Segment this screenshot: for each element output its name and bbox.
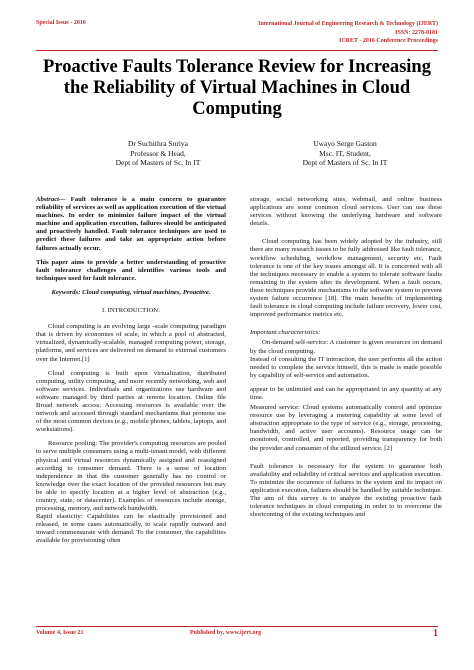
subheading-characteristics: Important characteristics:	[250, 329, 321, 337]
body-paragraph: Cloud computing is built upon virtualization, distributed computing, utility computing, and more recently networking, web and software services. Individuals and organizations use hardware and software managed by third parties at remote location. Online file Broad network access: Accessing resources is available over the network and accessed through standard mechanisms that promote use of the most common devices (e.g., mobile phones, tablets, laptops, and workstations).	[36, 369, 226, 434]
body-paragraph: Instead of consulting the IT interaction, the user performs all the action needed to complete the service himself, this is made is made possible by capability of self-service and automation.	[250, 355, 442, 379]
abstract-continued: This paper aims to provide a better understanding of proactive fault tolerance challenges and identifies various tools and techniques used for fault tolerance.	[36, 258, 226, 282]
section-heading-introduction: I. INTRODUCTION:	[102, 307, 160, 315]
author-1	[78, 139, 238, 168]
abstract-text: Fault tolerance is a main concern to guarantee reliability of services as well as application execution of the virtual machines. In order to minimize failure impact of the virtual machine and application execution, failures should be anticipated and proactively handled. Fault tolerance techniques are used to predict these failures and take an appropriate action before failures actually occur.	[36, 196, 226, 252]
abstract	[36, 196, 226, 253]
header-issue: Special Issue - 2016	[36, 20, 86, 26]
right-column	[250, 196, 442, 525]
body-paragraph: Cloud computing is an evolving large -scale computing paradigm that is driven by economies of scale, in which a pool of abstracted, virtualized, dynamically-scalable, managed computing power, storage, platforms, and services are delivered on demand to external customers over the Internet.[1]	[36, 323, 226, 363]
author-role: Msc. IT, Student,	[319, 148, 371, 158]
body-paragraph: Rapid elasticity: Capabilities can be elastically provisioned and released, in some cases automatically, to scale rapidly outward and inward commensurate with demand. To the consumer, the capabilities available for provisioning often	[36, 513, 226, 545]
body-paragraph: Fault tolerance is necessary for the system to guarantee both availability and reliability of critical services and application execution. To minimize the occurence of failures in the system and its impact on application execution, failures should be handled by suitable technique. The aim of this survey is to analyze the existing proactive fault tolerance techniques in cloud computing in order to to overcome the shortcoming of the existing techniques and	[250, 462, 442, 519]
author-2	[265, 139, 425, 168]
author-name: Dr Suchithra Suriya	[128, 139, 188, 148]
footer-divider	[36, 626, 438, 627]
footer-publisher: Published by, www.ijert.org	[190, 630, 262, 636]
author-affiliation: Dept of Masters of Sc. In IT	[302, 158, 388, 167]
keywords: Keywords: Cloud computing, virtual machines, Proactive.	[51, 288, 211, 296]
body-paragraph: storage, social networking sites, webmail, and online business applications are some common cloud services. User can use these services without knowing the underlying hardware and software details.	[250, 196, 442, 228]
author-affiliation: Dept of Masters of Sc. In IT	[115, 158, 201, 167]
abstract-label: Abstract—	[36, 196, 66, 203]
body-paragraph: Cloud computing has been widely adopted by the industry, still there are many research issues to be fully addressed like fault tolerance, workflow scheduling, workflow management, security etc. Fault tolerance is one of the key issues amongst all. It is concerned with all the techniques necessary to enable a system to tolerate software faults remaining in the system after its development. When a fault occurs, these techniques provide mechanisms to the software system to prevent system failure occurrence [18]. The main benefits of implementing fault tolerance in cloud computing include failure recovery, lower cost, improved performance metrics etc.	[250, 238, 442, 319]
header-proceedings: ICRET - 2016 Conference Proceedings	[339, 38, 438, 44]
header-divider	[36, 50, 438, 51]
paper-title: Proactive Faults Tolerance Review for Increasing the Reliability of Virtual Machines in Cloud Computing	[43, 57, 431, 119]
author-role: Professor & Head,	[130, 148, 186, 158]
header-issn: ISSN: 2278-0181	[395, 29, 438, 36]
author-name: Uwayo Serge Gaston	[313, 139, 377, 148]
header-journal-block	[178, 20, 438, 46]
body-paragraph: Measured service: Cloud systems automatically control and optimize resource use by leveraging a metering capability at some level of abstraction appropriate to the type of service (e.g., storage, processing, bandwidth, and active user accounts). Resource usage can be monitored, controlled, and reported, providing transparency for both the provider and consumer of the utilized service. [2]	[250, 404, 442, 452]
footer-volume: Volume 4, Issue 21	[36, 630, 84, 636]
left-column	[36, 196, 226, 546]
header-journal: International Journal of Engineering Research & Technology (IJERT)	[258, 21, 438, 27]
body-paragraph: Resource pooling: The provider's computing resources are pooled to serve multiple consumers using a multi-tenant model, with different physical and virtual resources dynamically assigned and reassigned according to consumer demand. There is a sense of location independence in that the customer generally has no control or knowledge over the exact location of the provided resources but may be able to specify location at a higher level of abstraction (e.g., country, state, or datacenter). Examples of resources include storage, processing, memory, and network bandwidth.	[36, 440, 226, 513]
page-number: 1	[433, 628, 438, 639]
body-paragraph: On-demand self-service: A customer is given resources on demand by the cloud computing.	[250, 339, 442, 355]
body-paragraph: appear to be unlimited and can be appropriated in any quantity at any time.	[250, 385, 442, 401]
